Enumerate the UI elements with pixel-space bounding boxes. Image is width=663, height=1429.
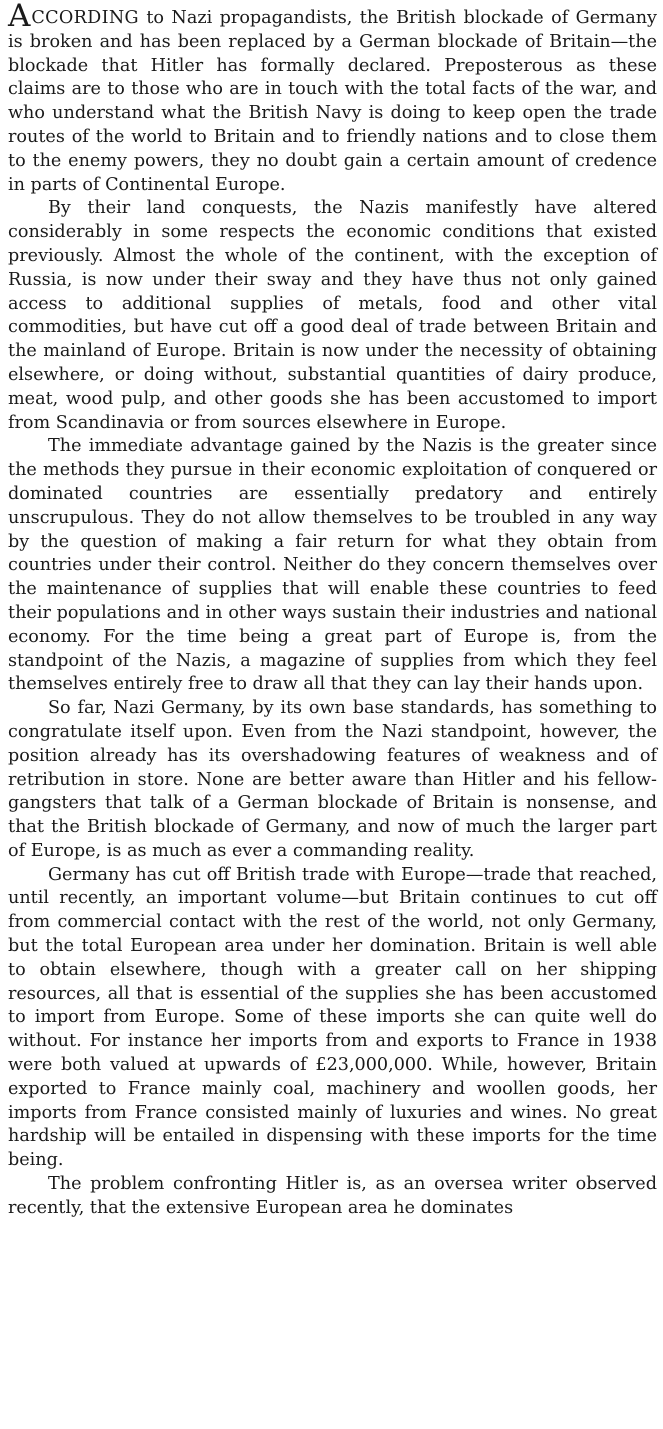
article-paragraph-4: So far, Nazi Germany, by its own base standards, has something to congratulate itself upon. Even from the Nazi standpoint, however, the position already has its overshadowing features of weakness and of retribution in store. None are better aware than Hitler and his fellow-gangsters that talk of a German blockade of Britain is nonsense, and that the British blockade of Germany, and now of much the larger part of Europe, is as much as ever a commanding reality. <box>8 698 657 861</box>
opening-small-caps: CCORDING <box>31 8 139 28</box>
paragraph-text: to Nazi propagandists, the British blockade of Germany is broken and has been replaced by a German blockade of Britain—the blockade that Hitler has formally declared. Preposterous as these claims are to those who are in touch with the total facts of the war, and who understand what the British Navy is doing to keep open the trade routes of the world to Britain and to friendly nations and to close them to the enemy powers, they no doubt gain a certain amount of credence in parts of Continental Europe. <box>8 8 657 195</box>
drop-cap: A <box>8 0 31 34</box>
article-paragraph-6: The problem confronting Hitler is, as an oversea writer observed recently, that the extensive European area he dominates <box>8 1174 657 1218</box>
article-paragraph-3: The immediate advantage gained by the Nazis is the greater since the methods they pursue in their economic exploitation of conquered or dominated countries are essentially predatory and entirely unscrupulous. They do not allow themselves to be troubled in any way by the question of making a fair return for what they obtain from countries under their control. Neither do they concern themselves over the maintenance of supplies that will enable these countries to feed their populations and in other ways sustain their industries and national economy. For the time being a great part of Europe is, from the standpoint of the Nazis, a magazine of supplies from which they feel themselves entirely free to draw all that they can lay their hands upon. <box>8 436 657 695</box>
article-paragraph-2: By their land conquests, the Nazis manifestly have altered considerably in some respects the economic conditions that existed previously. Almost the whole of the continent, with the exception of Russia, is now under their sway and they have thus not only gained access to additional supplies of metals, food and other vital commodities, but have cut off a good deal of trade between Britain and the mainland of Europe. Britain is now under the necessity of obtaining elsewhere, or doing without, substantial quantities of dairy produce, meat, wood pulp, and other goods she has been accustomed to import from Scandinavia or from sources elsewhere in Europe. <box>8 198 657 433</box>
article-paragraph-5: Germany has cut off British trade with Europe—trade that reached, until recently, an important volume—but Britain continues to cut off from commercial contact with the rest of the world, not only Germany, but the total European area under her domination. Britain is well able to obtain elsewhere, though with a greater call on her shipping resources, all that is essential of the supplies she has been accustomed to import from Europe. Some of these imports she can quite well do without. For instance her imports from and exports to France in 1938 were both valued at upwards of £23,000,000. While, however, Britain exported to France mainly coal, machinery and woollen goods, her imports from France consisted mainly of luxuries and wines. No great hardship will be entailed in dispensing with these imports for the time being. <box>8 864 657 1171</box>
article-paragraph-1 <box>8 0 657 197</box>
